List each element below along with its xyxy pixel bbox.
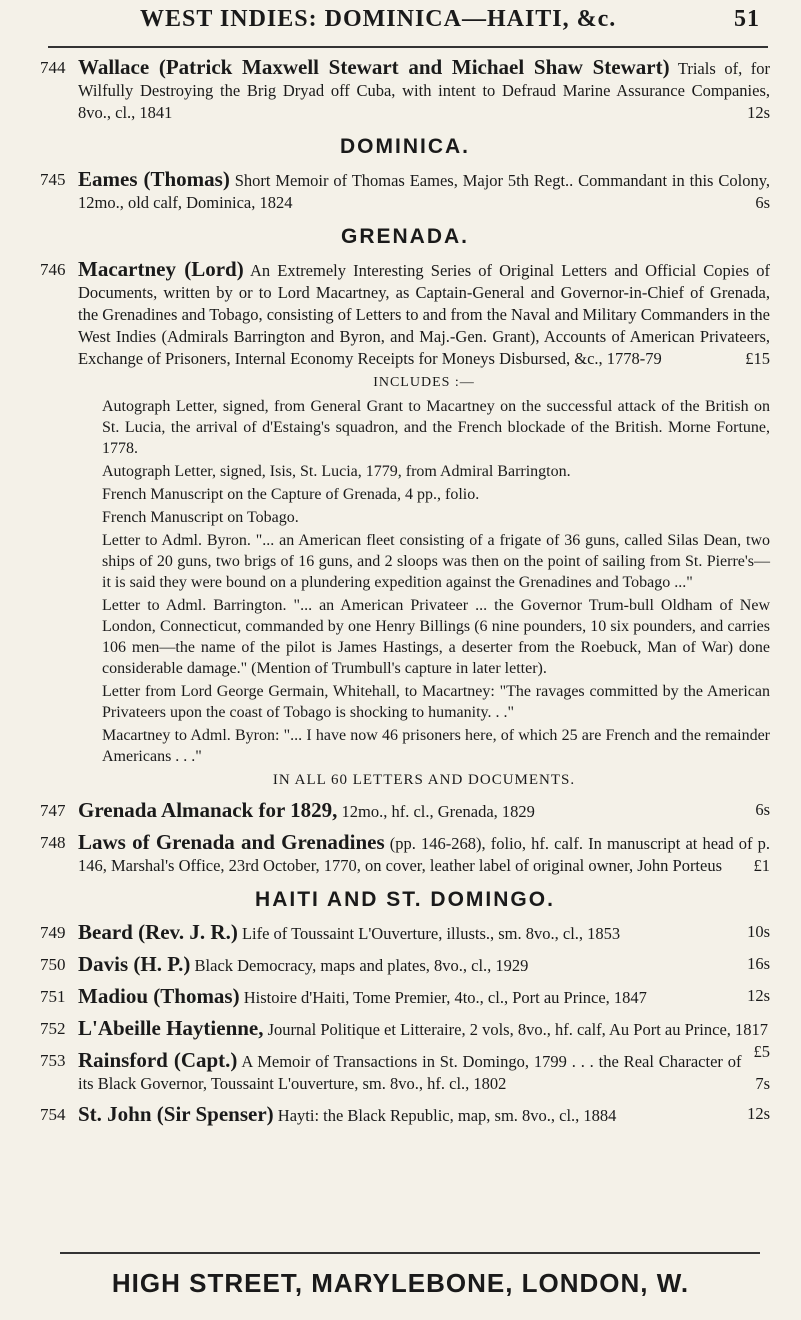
entry-number: 754 <box>40 1105 66 1124</box>
entry-price: 6s <box>755 800 770 819</box>
entry-description: 12mo., hf. cl., Grenada, 1829 <box>341 802 535 821</box>
collection-summary: IN ALL 60 LETTERS AND DOCUMENTS. <box>272 772 576 788</box>
entry-description: Life of Toussaint L'Ouverture, illusts., sm. 8vo., cl., 1853 <box>241 924 621 943</box>
catalogue-entry <box>40 953 770 977</box>
footer-rule <box>60 1252 760 1254</box>
running-head-title: WEST INDIES: DOMINICA—HAITI, &c. <box>140 6 617 32</box>
entry-author: Laws of Grenada and Grenadines <box>78 830 385 854</box>
catalogue-entry <box>40 985 770 1009</box>
entry-price: 7s <box>755 1074 770 1093</box>
entry-number: 753 <box>40 1051 66 1070</box>
included-item: Letter to Adml. Barrington. "... an American Privateer ... the Governor Trum-bull Oldham of New London, Connecticut, commanded by one Henry Billings (6 nine pounders, 10 six pounders, and carries 106 men—the name of the pilot is James Hastings, a deserter from the Roebuck, Man of War) done considerable damage." (Mention of Trumbull's capture in later letter). <box>102 597 770 677</box>
catalogue-entry <box>40 921 770 945</box>
included-item: Autograph Letter, signed, Isis, St. Lucia, 1779, from Admiral Barrington. <box>102 463 571 480</box>
included-item: French Manuscript on Tobago. <box>102 509 299 526</box>
header-rule <box>48 46 768 48</box>
entry-number: 749 <box>40 923 66 942</box>
catalogue-entry <box>40 56 770 124</box>
includes-label: INCLUDES :— <box>373 375 475 390</box>
entry-author: Macartney (Lord) <box>78 257 244 281</box>
entry-price: £5 <box>753 1042 770 1061</box>
entry-description: Hayti: the Black Republic, map, sm. 8vo., cl., 1884 <box>277 1106 617 1125</box>
entry-number: 752 <box>40 1019 66 1038</box>
entry-price: 16s <box>747 954 770 973</box>
entry-description: A Memoir of Transactions in St. Domingo, 1799 . . . the Real Character of its Black Governor, Toussaint L'ouverture, sm. 8vo., hf. cl., 1802 <box>78 1052 742 1093</box>
section-heading-dominica: DOMINICA. <box>340 135 470 158</box>
entry-number: 748 <box>40 833 66 852</box>
included-item: Autograph Letter, signed, from General Grant to Macartney on the successful attack of the British on St. Lucia, the arrival of d'Estaing's squadron, and the French blockade of the British. Morne Fortune, 1778. <box>102 398 770 457</box>
entry-author: Davis (H. P.) <box>78 952 191 976</box>
entry-author: Beard (Rev. J. R.) <box>78 920 238 944</box>
footer-address: HIGH STREET, MARYLEBONE, LONDON, W. <box>111 1268 690 1298</box>
entry-description: Black Democracy, maps and plates, 8vo., cl., 1929 <box>194 956 529 975</box>
entry-number: 745 <box>40 170 66 189</box>
included-item: French Manuscript on the Capture of Grenada, 4 pp., folio. <box>102 486 480 503</box>
entry-author: Rainsford (Capt.) <box>78 1048 238 1072</box>
catalogue-entry <box>40 168 770 214</box>
included-item: Macartney to Adml. Byron: "... I have now 46 prisoners here, of which 25 are French and the remainder Americans . . ." <box>102 727 770 765</box>
entry-author: Grenada Almanack for 1829, <box>78 798 338 822</box>
entry-price: 12s <box>747 1104 770 1123</box>
entry-description: An Extremely Interesting Series of Original Letters and Official Copies of Documents, written by or to Lord Macartney, as Captain-General and Governor-in-Chief of Grenada, the Grenadines and Tobago, consisting of Letters to and from the Naval and Military Commanders in the West Indies (Admirals Barrington and Byron, and Maj.-Gen. Grant), Accounts of American Privateers, Exchange of Prisoners, Internal Economy Receipts for Moneys Disbursed, &c., 1778-79 <box>78 261 771 368</box>
catalogue-entry <box>40 1103 770 1127</box>
entry-description: Short Memoir of Thomas Eames, Major 5th Regt.. Commandant in this Colony, 12mo., old calf, Dominica, 1824 <box>78 171 770 212</box>
entry-price: £15 <box>745 349 770 368</box>
catalogue-entry <box>40 831 770 877</box>
section-heading-grenada: GRENADA. <box>340 225 469 248</box>
entry-price: £1 <box>753 856 770 875</box>
included-item: Letter from Lord George Germain, Whitehall, to Macartney: "The ravages committed by the American Privateers upon the coast of Tobago is shocking to humanity. . ." <box>102 683 770 721</box>
catalogue-content <box>40 56 770 1135</box>
entry-price: 10s <box>747 922 770 941</box>
entry-author: L'Abeille Haytienne, <box>78 1016 264 1040</box>
entry-number: 744 <box>40 58 66 77</box>
entry-description: (pp. 146-268), folio, hf. calf. In manuscript at head of p. 146, Marshal's Office, 23rd October, 1770, on cover, leather label of original owner, John Porteus <box>78 834 771 875</box>
entry-description: Histoire d'Haiti, Tome Premier, 4to., cl., Port au Prince, 1847 <box>243 988 647 1007</box>
entry-author: Wallace (Patrick Maxwell Stewart and Michael Shaw Stewart) <box>78 55 670 79</box>
entry-author: Madiou (Thomas) <box>78 984 240 1008</box>
included-item: Letter to Adml. Byron. "... an American fleet consisting of a frigate of 36 guns, called Silas Dean, two ships of 20 guns, two brigs of 16 guns, and 2 sloops was then on the point of sailing from St. Pierre's—it is said they were bound on a plundering expedition against the Grenadines and Tobago ..." <box>102 532 770 591</box>
catalogue-entry <box>40 799 770 823</box>
entry-price: 12s <box>747 103 770 122</box>
entry-number: 750 <box>40 955 66 974</box>
entry-description: Trials of, for Wilfully Destroying the Brig Dryad off Cuba, with intent to Defraud Marine Assurance Companies, 8vo., cl., 1841 <box>78 59 771 122</box>
page-number: 51 <box>734 6 760 32</box>
entry-number: 751 <box>40 987 66 1006</box>
catalogue-entry <box>40 1049 770 1095</box>
catalogue-entry <box>40 258 770 791</box>
section-heading-haiti: HAITI AND ST. DOMINGO. <box>255 888 555 911</box>
entry-author: St. John (Sir Spenser) <box>78 1102 274 1126</box>
entry-description: Journal Politique et Litteraire, 2 vols, 8vo., hf. calf, Au Port au Prince, 1817 <box>267 1020 769 1039</box>
entry-number: 746 <box>40 260 66 279</box>
entry-author: Eames (Thomas) <box>78 167 230 191</box>
running-head <box>140 6 760 33</box>
entry-price: 12s <box>747 986 770 1005</box>
entry-price: 6s <box>755 193 770 212</box>
entry-number: 747 <box>40 801 66 820</box>
